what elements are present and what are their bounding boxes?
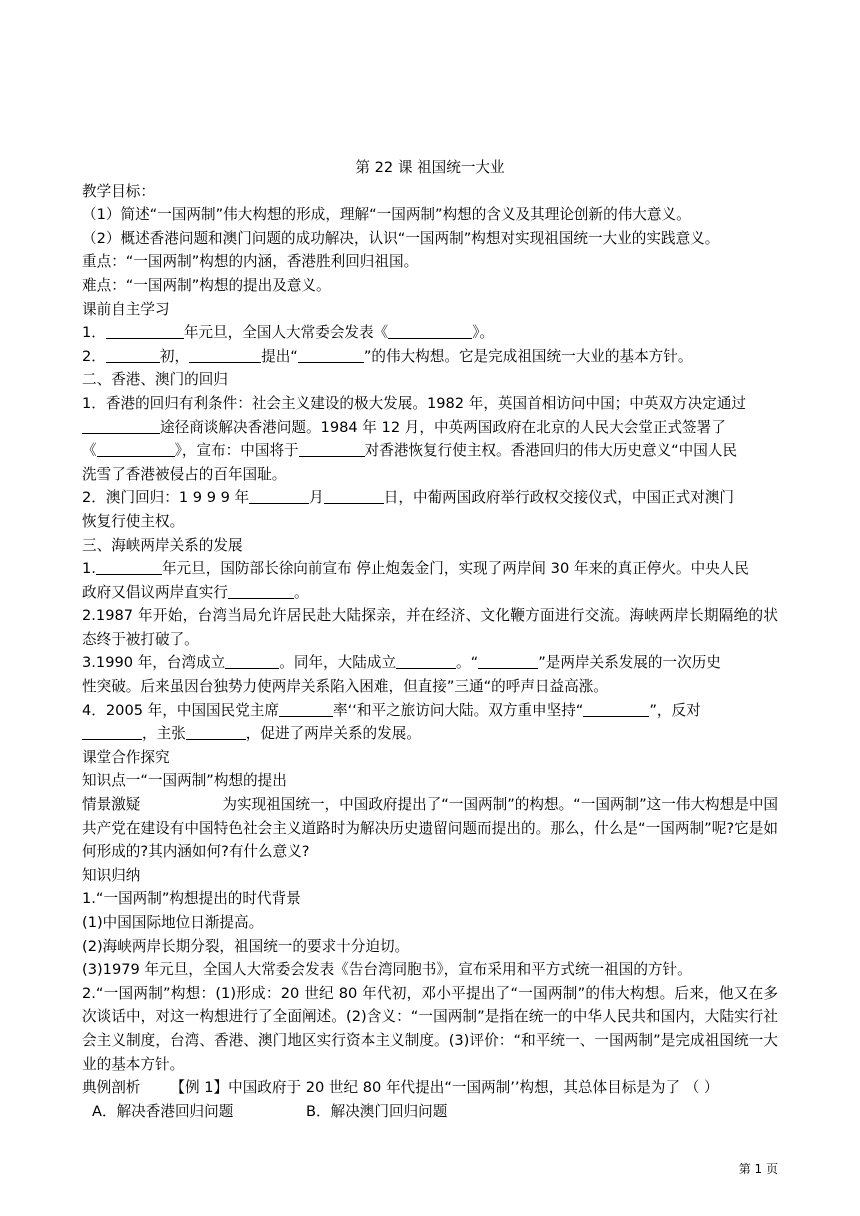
cross-strait-4 bbox=[82, 699, 778, 723]
hk-bracket: 《 bbox=[82, 442, 97, 460]
scene-text: 为实现祖国统一，中国政府提出了“一国两制”的构想。“一国两制”这一伟大构想是中国共产党在建设有中国特色社会主义道路时为解决历史遗留问题而提出的。那么，什么是“一国两制”呢?它是如何形成的?其内涵如何?有什么意义? bbox=[82, 796, 779, 861]
q2-text-c: ”的伟大构想。它是完成祖国统一大业的基本方针。 bbox=[363, 347, 693, 365]
q2-text-b: 提出“ bbox=[261, 347, 298, 365]
q2-text-a: 初， bbox=[159, 347, 190, 365]
goal-2: （2）概述香港问题和澳门问题的成功解决，认识“一国两制”构想对实现祖国统一大业的实践意义。 bbox=[82, 229, 720, 247]
scene-label: 情景激疑 bbox=[82, 796, 141, 814]
hk-line-2-text: 途径商谈解决香港问题。1984 年 12 月，中英两国政府在北京的人民大会堂正式签署了 bbox=[160, 418, 726, 436]
hk-line-3 bbox=[82, 439, 778, 463]
cs1-num: 1. bbox=[82, 560, 96, 578]
example-line bbox=[82, 1076, 778, 1100]
background-heading: 1.“一国两制”构想提出的时代背景 bbox=[82, 890, 301, 908]
fill-blank[interactable] bbox=[299, 442, 365, 458]
fill-blank[interactable] bbox=[279, 701, 333, 717]
cs4-text-c: ”，反对 bbox=[649, 701, 701, 719]
cs3-text-a: 3.1990 年，台湾成立 bbox=[82, 654, 226, 672]
fill-blank[interactable] bbox=[82, 725, 142, 741]
summary-heading: 知识归纳 bbox=[82, 866, 141, 884]
fill-blank[interactable] bbox=[82, 418, 160, 434]
macao-text-b: 月 bbox=[309, 489, 324, 507]
lesson-title: 第 22 课 祖国统一大业 bbox=[355, 159, 505, 176]
macao-text-a: 2．澳门回归：1 9 9 9 年 bbox=[82, 489, 250, 507]
concept-paragraph: 2.“一国两制”构想：(1)形成：20 世纪 80 年代初，邓小平提出了“一国两制”的伟大构想。后来，他又在多次谈话中，对这一构想进行了全面阐述。(2)含义：“一国两制”是指在统一的中华人民共和国内，大陆实行社会主义制度，台湾、香港、澳门地区实行资本主义制度。(3)评价：“和平统一、一国两制”是完成祖国统一大业的基本方针。 bbox=[82, 984, 778, 1073]
macao-line-2: 恢复行使主权。 bbox=[82, 512, 185, 530]
option-b: B．解决澳门回归问题 bbox=[306, 1102, 448, 1120]
q1-text: 年元旦，全国人大常委会发表《 bbox=[183, 324, 389, 342]
cs1-line2: 政府又倡议两岸直实行 bbox=[82, 583, 228, 601]
cs3-text-c: 。“ bbox=[456, 654, 479, 672]
fill-blank[interactable] bbox=[298, 347, 364, 363]
fill-blank[interactable] bbox=[478, 654, 538, 670]
section-2-heading: 二、香港、澳门的回归 bbox=[82, 371, 228, 389]
fill-blank[interactable] bbox=[106, 347, 160, 363]
fill-blank[interactable] bbox=[106, 324, 184, 340]
fill-blank[interactable] bbox=[97, 442, 175, 458]
cs4-text-d: ，主张 bbox=[142, 725, 186, 743]
fill-blank[interactable] bbox=[583, 701, 649, 717]
fill-blank[interactable] bbox=[225, 654, 279, 670]
macao-line-1 bbox=[82, 486, 778, 510]
cs4-text-b: 率‘‘和平之旅访问大陆。双方重申坚持“ bbox=[333, 701, 584, 719]
fill-blank[interactable] bbox=[186, 725, 246, 741]
macao-text-c: 日，中葡两国政府举行政权交接仪式，中国正式对澳门 bbox=[383, 489, 735, 507]
knowledge-point-1-heading: 知识点一“一国两制”构想的提出 bbox=[82, 772, 287, 790]
example-label: 典例剖析 bbox=[82, 1079, 141, 1097]
preview-q1 bbox=[82, 321, 778, 345]
fill-blank[interactable] bbox=[324, 489, 384, 505]
hk-line-3-text-a: 》，宣布：中国将于 bbox=[174, 442, 299, 460]
fill-blank[interactable] bbox=[189, 347, 261, 363]
section-3-heading: 三、海峡两岸关系的发展 bbox=[82, 536, 243, 554]
cross-strait-2: 2.1987 年开始，台湾当局允许居民赴大陆探亲，并在经济、文化鞭方面进行交流。海峡两岸长期隔绝的状态终于被打破了。 bbox=[82, 607, 778, 648]
q1-end: 》。 bbox=[472, 324, 495, 342]
cs1-line2-end: 。 bbox=[293, 583, 309, 601]
lesson-content bbox=[82, 156, 778, 1123]
q2-num: 2． bbox=[82, 347, 106, 365]
cross-strait-1 bbox=[82, 557, 778, 581]
cs1-text: 年元旦，国防部长徐向前宣布 停止炮轰金门，实现了两岸间 30 年来的真正停火。中央人民 bbox=[161, 560, 749, 578]
hk-line-3-text-b: 对香港恢复行使主权。香港回归的伟大历史意义“中国人民 bbox=[364, 442, 738, 460]
key-points: 重点：“一国两制”构想的内涵，香港胜利回归祖国。 bbox=[82, 253, 419, 271]
fill-blank[interactable] bbox=[388, 324, 472, 340]
fill-blank[interactable] bbox=[249, 489, 309, 505]
scene-paragraph bbox=[82, 793, 778, 864]
cross-strait-1-cont bbox=[82, 581, 778, 605]
cs3-text-b: 。同年，大陆成立 bbox=[279, 654, 397, 672]
goals-heading: 教学目标： bbox=[82, 182, 155, 200]
background-3: (3)1979 年元旦，全国人大常委会发表《告台湾同胞书》，宣布采用和平方式统一祖国的方针。 bbox=[82, 961, 692, 979]
fill-blank[interactable] bbox=[396, 654, 456, 670]
hk-line-1: 1．香港的回归有利条件：社会主义建设的极大发展。1982 年，英国首相访问中国；中英双方决定通过 bbox=[82, 394, 747, 412]
goal-1: （1）简述“一国两制”伟大构想的形成，理解“一国两制”构想的含义及其理论创新的伟大意义。 bbox=[82, 206, 691, 224]
difficulty: 难点：“一国两制”构想的提出及意义。 bbox=[82, 276, 331, 294]
cross-strait-3-cont: 性突破。后来虽因台独势力使两岸关系陷入困难，但直接”三通“的呼声日益高涨。 bbox=[82, 678, 608, 696]
fill-blank[interactable] bbox=[228, 583, 294, 599]
options-line bbox=[82, 1100, 778, 1124]
background-2: (2)海峡两岸长期分裂，祖国统一的要求十分迫切。 bbox=[82, 937, 410, 955]
preview-heading: 课前自主学习 bbox=[82, 300, 170, 318]
example-question: 【例 1】中国政府于 20 世纪 80 年代提出“一国两制’’构想，其总体目标是为了 （ ） bbox=[170, 1079, 719, 1097]
page-number: 第 1 页 bbox=[738, 1162, 778, 1176]
fill-blank[interactable] bbox=[96, 560, 162, 576]
cs4-text-a: 4．2005 年，中国国民党主席 bbox=[82, 701, 280, 719]
hk-line-2 bbox=[82, 416, 778, 440]
cross-strait-4-cont bbox=[82, 722, 778, 746]
preview-q2 bbox=[82, 345, 778, 369]
q1-num: 1． bbox=[82, 324, 106, 342]
inquiry-heading: 课堂合作探究 bbox=[82, 748, 170, 766]
background-1: (1)中国国际地位日渐提高。 bbox=[82, 914, 264, 931]
cs4-text-e: ，促进了两岸关系的发展。 bbox=[245, 725, 421, 743]
hk-line-4: 洗雪了香港被侵占的百年国耻。 bbox=[82, 465, 287, 483]
cross-strait-3 bbox=[82, 651, 778, 675]
cs3-text-d: ”是两岸关系发展的一次历史 bbox=[538, 654, 721, 672]
option-a: A．解决香港回归问题 bbox=[92, 1102, 234, 1120]
